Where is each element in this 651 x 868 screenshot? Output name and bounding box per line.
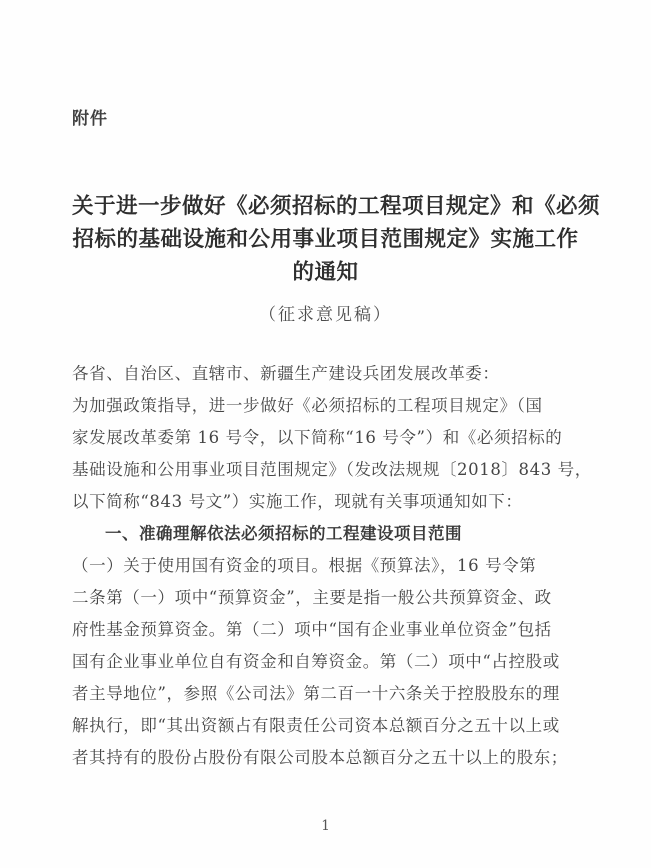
document-subtitle: （征求意见稿） [259,305,392,325]
paragraph1-line-2: 家发展改革委第 16 号令，以下简称“16 号令”）和《必须招标的 [72,428,563,447]
document-title [72,190,601,289]
recipient-line: 各省、自治区、直辖市、新疆生产建设兵团发展改革委： [72,364,500,383]
paragraph1-line-1: 为加强政策指导，进一步做好《必须招标的工程项目规定》（国 [72,396,543,415]
paragraph2-line-6: 解执行，即“其出资额占有限责任公司资本总额百分之五十以上或 [72,716,560,735]
paragraph2-line-4: 国有企业事业单位自有资金和自筹资金。第（二）项中“占控股或 [72,652,560,671]
document-body [72,358,592,774]
page-number: 1 [321,818,330,834]
paragraph2-line-3: 府性基金预算资金。第（二）项中“国有企业事业单位资金”包括 [72,620,552,639]
title-line-3: 的通知 [292,260,359,285]
paragraph2-line-2: 二条第（一）项中“预算资金”，主要是指一般公共预算资金、政 [72,588,552,607]
attachment-label: 附件 [72,109,108,128]
section-heading-1: 一、准确理解依法必须招标的工程建设项目范围 [105,525,462,543]
paragraph2-line-5: 者主导地位”，参照《公司法》第二百一十六条关于控股股东的理 [72,684,560,703]
paragraph2-line-7: 者其持有的股份占股份有限公司股本总额百分之五十以上的股东； [72,748,568,767]
paragraph1-line-3: 基础设施和公用事业项目范围规定》（发改法规规〔2018〕843 号， [72,460,592,479]
paragraph1-line-4: 以下简称“843 号文”）实施工作，现就有关事项通知如下： [72,492,523,511]
title-line-1: 关于进一步做好《必须招标的工程项目规定》和《必须 [72,194,601,219]
paragraph2-line-1: （一）关于使用国有资金的项目。根据《预算法》，16 号令第 [72,556,537,575]
title-line-2: 招标的基础设施和公用事业项目范围规定》实施工作 [72,227,579,252]
